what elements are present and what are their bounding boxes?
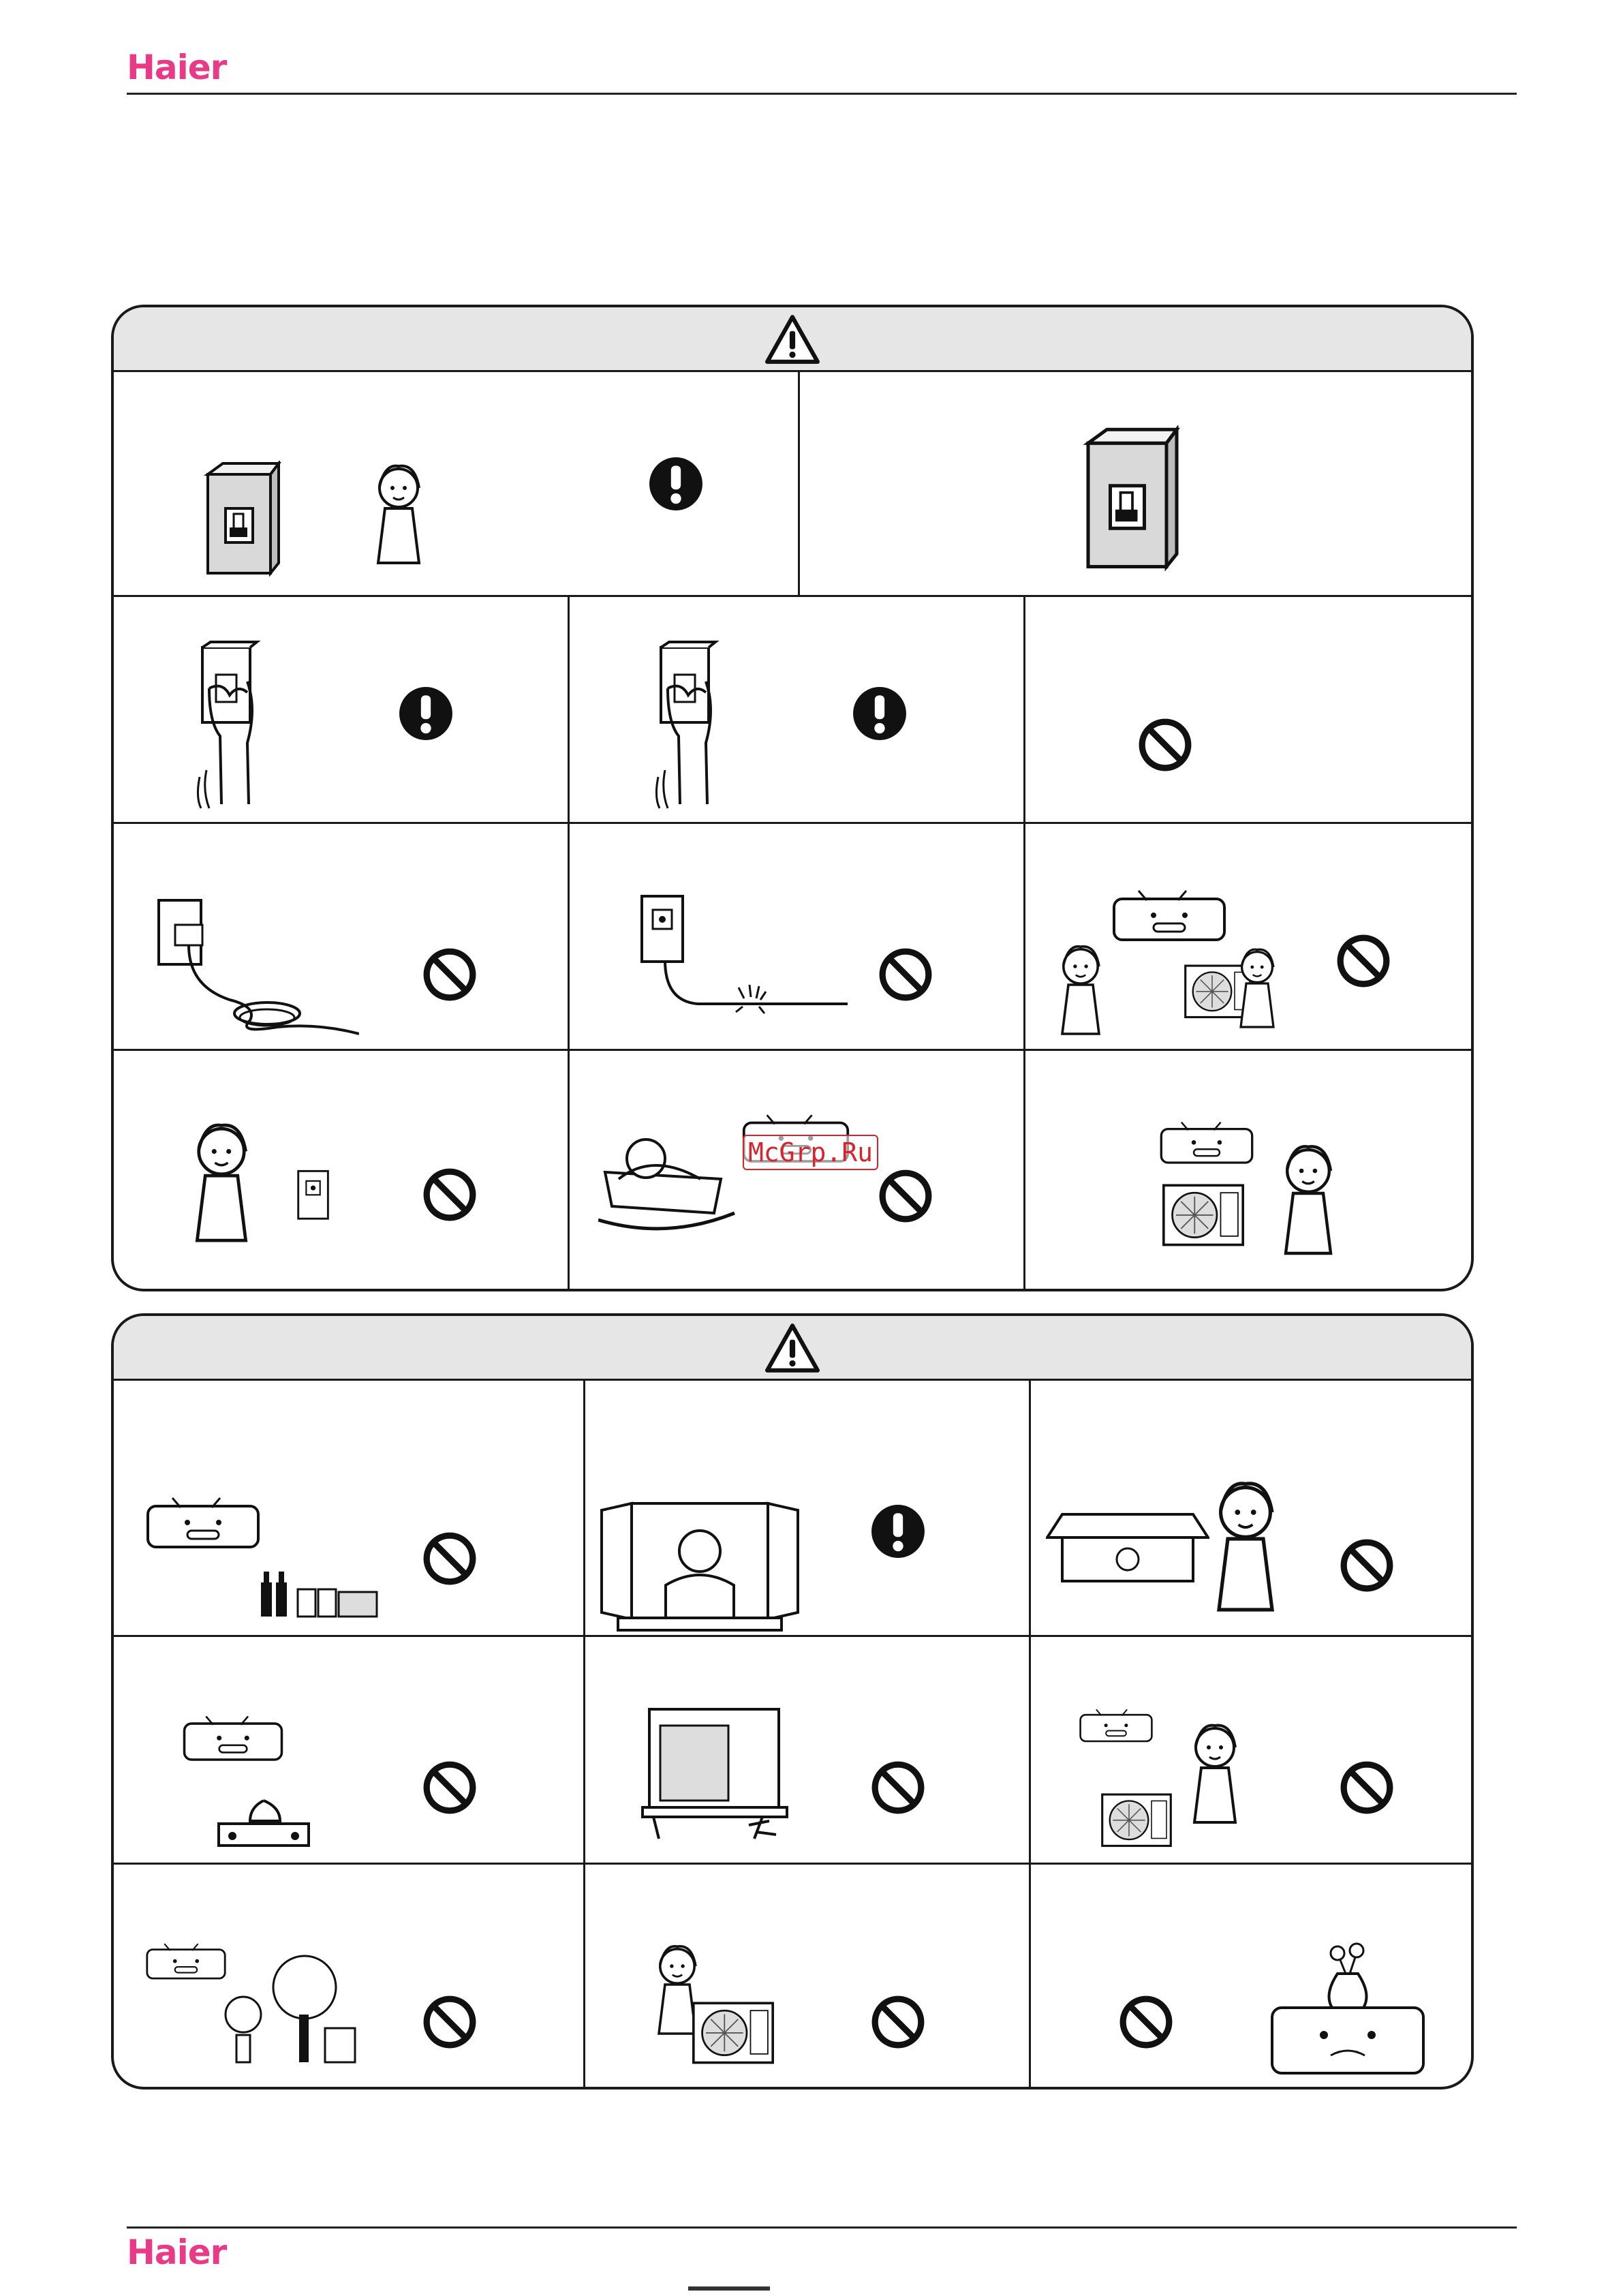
indoor-unit-icon <box>145 1941 227 1983</box>
prohibited-icon <box>878 1168 933 1224</box>
indoor-unit-illustration <box>1046 1510 1209 1585</box>
prohibited-icon <box>1339 1537 1395 1593</box>
wall-socket-icon <box>636 892 691 967</box>
prohibited-icon <box>1118 1994 1174 2050</box>
prohibited-icon <box>422 947 478 1002</box>
mandatory-icon <box>398 686 454 741</box>
sick-woman-illustration <box>181 1119 262 1249</box>
mandatory-icon <box>852 686 908 741</box>
mandatory-icon <box>648 456 704 512</box>
cell-spraying-unit <box>1031 1637 1474 1865</box>
prohibited-icon <box>422 1167 478 1223</box>
hand-gripping-plug-illustration <box>182 641 277 811</box>
cell-touching-unit <box>1031 1381 1474 1637</box>
outdoor-unit-icon <box>689 1998 777 2066</box>
woman-spraying-illustration <box>1181 1713 1249 1836</box>
cell-child-climbing <box>585 1865 1031 2090</box>
outdoor-unit-icon <box>1099 1787 1174 1852</box>
cell-children-poking <box>1025 824 1474 1051</box>
wall-socket-icon <box>294 1168 335 1223</box>
person-in-hat-illustration <box>1271 1126 1346 1276</box>
footer-brand-logo: Haier <box>127 2233 227 2272</box>
warning-triangle-icon <box>764 314 820 365</box>
cell-broken-stand <box>585 1637 1031 1865</box>
prohibited-icon <box>1335 933 1391 989</box>
cell-plug-grip-2 <box>570 597 1025 824</box>
cell-damaged-cord <box>570 824 1025 1051</box>
cell-sick-at-socket <box>114 1051 570 1291</box>
prohibited-icon <box>422 1531 478 1587</box>
outdoor-unit-icon <box>1159 1180 1248 1249</box>
cell-person-near-unit <box>1025 1051 1474 1291</box>
cell-baby-cradle <box>570 1051 1025 1291</box>
gas-stove-illustration <box>216 1794 311 1848</box>
panel-header <box>114 1316 1471 1381</box>
plants-illustration <box>216 1953 359 2069</box>
girl-on-phone-illustration <box>365 461 433 570</box>
coiled-cord-illustration <box>155 898 359 1041</box>
mandatory-icon <box>870 1503 926 1559</box>
indoor-unit-icon <box>1079 1705 1154 1747</box>
brand-logo: Haier <box>127 48 227 87</box>
bottles-and-cans-illustration <box>257 1565 380 1619</box>
hand-gripping-plug-illustration <box>640 641 736 811</box>
prohibited-icon <box>1339 1760 1395 1816</box>
cell-vase-on-unit <box>1031 1865 1474 2090</box>
caution-panel-2 <box>111 1313 1474 2090</box>
cell-breaker-phone <box>114 372 800 597</box>
prohibited-icon <box>870 1994 926 2050</box>
page-edge-mark <box>688 2286 770 2291</box>
indoor-unit-icon <box>182 1712 284 1766</box>
panel-header <box>114 307 1471 372</box>
circuit-breaker-icon <box>1081 425 1184 572</box>
watermark-label: McGrp.Ru <box>743 1135 878 1170</box>
outdoor-unit-on-stand-illustration <box>640 1705 790 1841</box>
cell-gas-stove <box>114 1637 585 1865</box>
indoor-unit-icon <box>145 1497 261 1551</box>
header-rule <box>127 93 1517 95</box>
prohibited-icon <box>878 947 933 1002</box>
indoor-unit-icon <box>1159 1119 1254 1168</box>
warning-triangle-icon <box>764 1323 820 1373</box>
child-with-stick-illustration <box>1050 940 1111 1042</box>
cell-breaker <box>800 372 1474 597</box>
prohibited-icon <box>870 1760 926 1816</box>
cell-prohibited <box>1025 597 1474 824</box>
circuit-breaker-icon <box>202 461 284 577</box>
cell-plants <box>114 1865 585 2090</box>
prohibited-icon <box>422 1994 478 2050</box>
baby-cradle-illustration <box>598 1124 741 1234</box>
cell-coiled-cord <box>114 824 570 1051</box>
prohibited-icon <box>1137 717 1193 773</box>
damaged-cord-sparks-illustration <box>657 960 848 1015</box>
cell-plug-grip-1 <box>114 597 570 824</box>
woman-illustration <box>1201 1469 1290 1626</box>
child-illustration <box>1230 941 1284 1037</box>
footer-rule <box>127 2226 1517 2229</box>
vase-on-indoor-unit-illustration <box>1269 1940 1426 2076</box>
open-window-illustration <box>598 1497 802 1633</box>
prohibited-icon <box>422 1760 478 1816</box>
cell-bottles-cans <box>114 1381 585 1637</box>
indoor-unit-icon <box>1111 889 1227 944</box>
cell-open-window <box>585 1381 1031 1637</box>
